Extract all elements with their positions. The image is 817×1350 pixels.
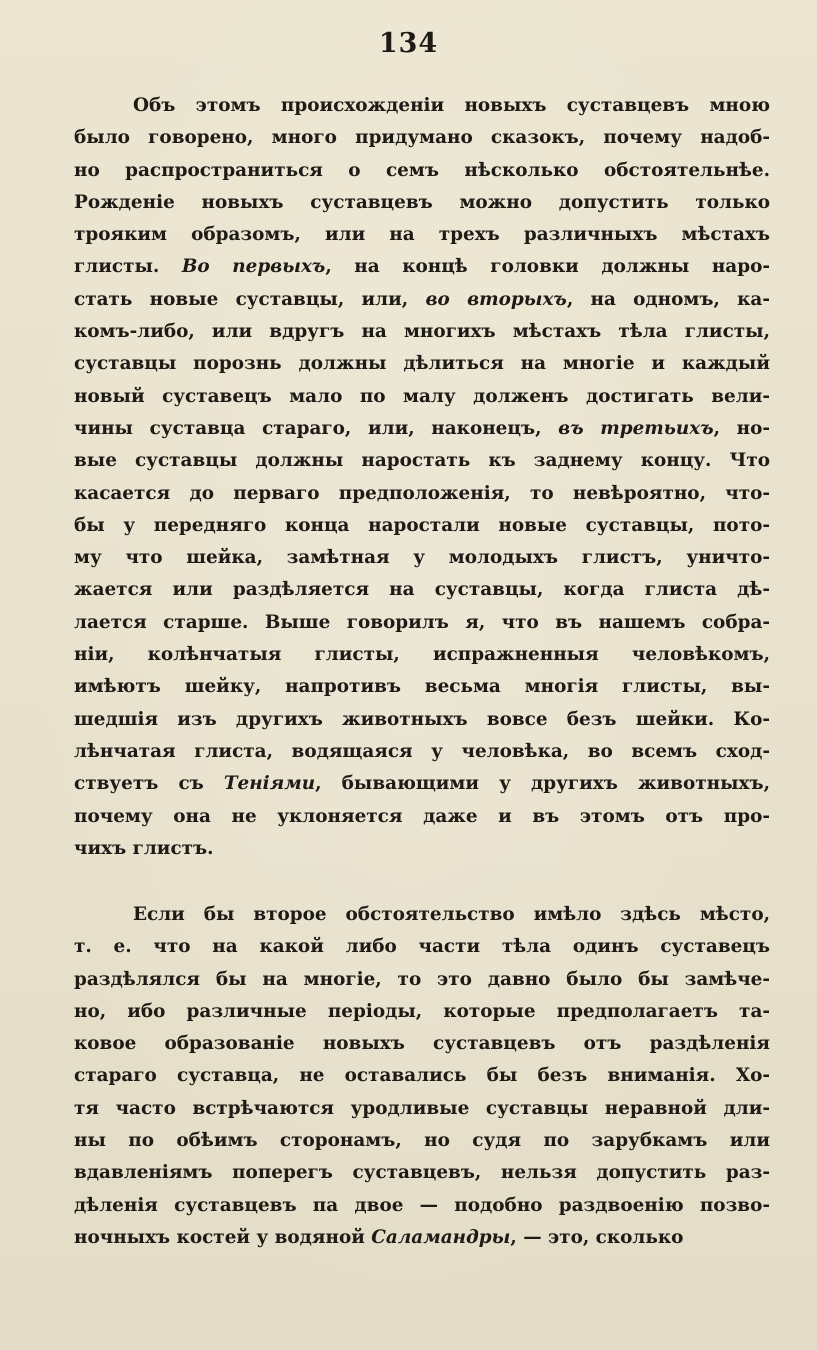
page-number: 134 [378, 28, 439, 59]
text-line: суставцы порознь должны дѣлиться на многіе и каждый [74, 353, 770, 375]
italic-term: Во первыхъ [181, 256, 326, 278]
text-line: Рожденіе новыхъ суставцевъ можно допустить только [74, 191, 770, 213]
italic-term: Теніями [223, 773, 316, 795]
text-line: но распространиться о семъ нѣсколько обстоятельнѣе. [74, 159, 770, 181]
text-line: ночныхъ костей у водяной Саламандры, — это, сколько [74, 1226, 684, 1248]
text-line: было говорено, много придумано сказокъ, почему надоб- [74, 127, 770, 149]
text-line: но, ибо различные періоды, которые предполагаетъ та- [74, 1000, 770, 1022]
text-line: бы у передняго конца наростали новые суставцы, пото- [74, 514, 770, 536]
italic-term: Саламандры [371, 1226, 511, 1248]
text-line: ніи, колѣнчатыя глисты, испражненныя человѣкомъ, [74, 644, 770, 666]
text-line: глисты. Во первыхъ, на концѣ головки должны наро- [74, 256, 770, 278]
text-line: жается или раздѣляется на суставцы, когда глиста дѣ- [74, 579, 770, 601]
italic-term: въ третьихъ [558, 417, 714, 439]
text-line: чихъ глистъ. [74, 837, 214, 859]
text-line: Объ этомъ происхожденіи новыхъ суставцевъ мною [133, 95, 770, 116]
text-line: касается до перваго предположенія, то невѣроятно, что- [74, 482, 770, 504]
text-line: шедшія изъ другихъ животныхъ вовсе безъ шейки. Ко- [74, 708, 770, 730]
text-line: имѣютъ шейку, напротивъ весьма многія глисты, вы- [74, 676, 770, 698]
text-line: трояким образомъ, или на трехъ различныхъ мѣстахъ [74, 224, 770, 246]
text-line: стать новые суставцы, или, во вторыхъ, на одномъ, ка- [74, 288, 770, 310]
text-line: раздѣлялся бы на многіе, то это давно было бы замѣче- [74, 968, 770, 990]
text-line: т. е. что на какой либо части тѣла одинъ суставецъ [74, 936, 770, 958]
text-line: стараго суставца, не оставались бы безъ вниманія. Хо- [74, 1065, 770, 1087]
italic-term: во вторыхъ [425, 288, 567, 310]
text-line: му что шейка, замѣтная у молодыхъ глистъ, уничто- [74, 547, 770, 569]
text-line: дѣленія суставцевъ па двое — подобно раздвоенію позво- [74, 1194, 770, 1216]
text-line: тя часто встрѣчаются уродливые суставцы неравной дли- [74, 1097, 770, 1119]
text-line: вдавленіямъ поперегъ суставцевъ, нельзя допустить раз- [74, 1162, 770, 1184]
paragraph-1 [74, 90, 770, 865]
text-line: лѣнчатая глиста, водящаяся у человѣка, во всемъ сход- [74, 740, 770, 762]
text-line: комъ-либо, или вдругъ на многихъ мѣстахъ тѣла глисты, [74, 321, 770, 343]
text-line: ковое образованіе новыхъ суставцевъ отъ раздѣленія [74, 1033, 770, 1055]
text-line: ствуетъ съ Теніями, бывающими у другихъ животныхъ, [74, 773, 770, 795]
paragraph-2 [74, 899, 770, 1254]
text-line: вые суставцы должны наростать къ заднему концу. Что [74, 450, 770, 472]
text-line: лается старше. Выше говорилъ я, что въ нашемъ собра- [74, 611, 770, 633]
text-line: Если бы второе обстоятельство имѣло здѣсь мѣсто, [133, 904, 770, 925]
text-line: ны по обѣимъ сторонамъ, но судя по зарубкамъ или [74, 1130, 770, 1152]
text-line: чины суставца стараго, или, наконецъ, въ третьихъ, но- [74, 417, 770, 439]
text-line: новый суставецъ мало по малу долженъ достигать вели- [74, 385, 770, 407]
text-line: почему она не уклоняется даже и въ этомъ отъ про- [74, 805, 770, 827]
